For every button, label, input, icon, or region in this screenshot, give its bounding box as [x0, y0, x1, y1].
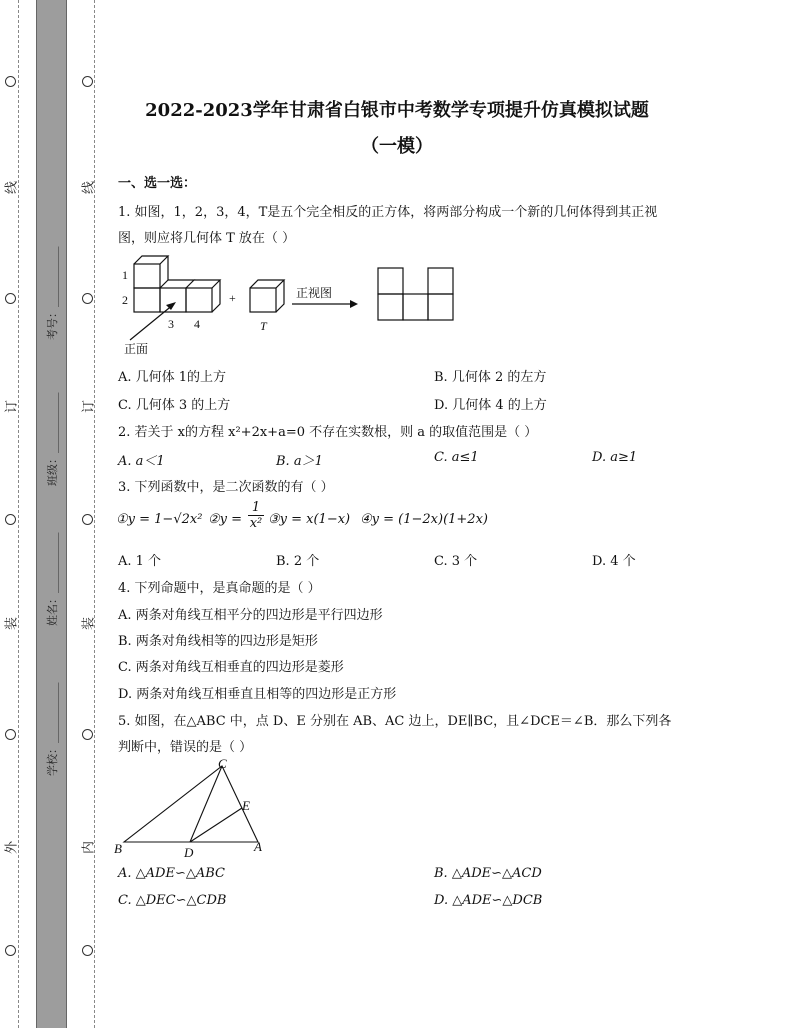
q3-function-3: ③y = x(1−x) — [268, 512, 351, 527]
q5-option-d: D. △ADE∽△DCB — [434, 893, 543, 908]
q1-option-a: A. 几何体 1的上方 — [118, 370, 227, 385]
vertex-a: A — [254, 839, 262, 854]
q4-option-d: D. 两条对角线互相垂直且相等的四边形是正方形 — [118, 687, 397, 702]
field-label: 姓名： — [46, 593, 59, 626]
field-blank: ___________ — [46, 246, 59, 307]
field-blank: ___________ — [46, 682, 59, 743]
binding-hole — [82, 945, 93, 956]
binding-hole — [5, 729, 16, 740]
field-school — [44, 683, 60, 777]
field-label: 班级： — [46, 453, 59, 486]
view-cell — [428, 268, 453, 294]
page-subtitle: （一模） — [361, 136, 433, 157]
q5-stem-line1: 5. 如图，在△ABC 中，点 D、E 分别在 AB、AC 边上，DE∥BC，且∠DCE＝∠B．那么下列各 — [118, 714, 672, 729]
cube-t-face — [250, 288, 276, 312]
q3-function-2-lhs: ②y = — [208, 512, 243, 527]
q5-option-b: B. △ADE∽△ACD — [434, 866, 542, 881]
q3-option-a: A. 1 个 — [118, 554, 162, 569]
field-name — [44, 533, 60, 627]
q1-option-c: C. 几何体 3 的上方 — [118, 398, 231, 413]
q2-option-c: C. a≤1 — [434, 450, 479, 465]
q5-stem-line2: 判断中，错误的是（ ） — [118, 740, 253, 755]
q3-option-c: C. 3 个 — [434, 554, 478, 569]
binding-hole — [5, 514, 16, 525]
cube-2-face — [134, 288, 160, 312]
cube-3-face — [160, 288, 186, 312]
label-front: 正面 — [124, 342, 149, 356]
q2-stem: 2. 若关于 x的方程 x²+2x+a=0 不存在实数根，则 a 的取值范围是（ ） — [118, 425, 538, 440]
cube-1-face — [134, 264, 160, 288]
binding-hole — [5, 945, 16, 956]
label-3: 3 — [168, 317, 174, 331]
cube-3-top — [168, 280, 194, 288]
vertex-d: D — [184, 845, 194, 860]
field-label: 考号： — [46, 307, 59, 340]
binding-hole — [82, 514, 93, 525]
q5-option-c: C. △DEC∽△CDB — [118, 893, 227, 908]
vertex-e: E — [242, 798, 250, 813]
q1-stem-line2: 图，则应将几何体 T 放在（ ） — [118, 231, 296, 246]
q4-option-a: A. 两条对角线互相平分的四边形是平行四边形 — [118, 608, 383, 623]
inner-char-nei: 内 — [81, 841, 97, 855]
segment-cd — [190, 766, 222, 842]
label-4: 4 — [194, 317, 200, 331]
fraction-denominator: x² — [249, 516, 263, 531]
binding-hole — [82, 729, 93, 740]
cube-4-top — [194, 280, 220, 288]
inner-char-zhuang: 装 — [81, 617, 97, 631]
outer-char-wai: 外 — [4, 841, 20, 855]
vertex-c: C — [218, 756, 227, 771]
label-2: 2 — [122, 293, 128, 307]
q3-stem: 3. 下列函数中，是二次函数的有（ ） — [118, 480, 334, 495]
label-t: T — [260, 319, 267, 333]
view-cell — [378, 268, 403, 294]
q2-option-b: B. a＞1 — [276, 454, 323, 469]
outer-char-ding: 订 — [4, 400, 20, 414]
q1-option-b: B. 几何体 2 的左方 — [434, 370, 547, 385]
field-blank: ___________ — [46, 392, 59, 453]
q3-fraction — [248, 500, 264, 531]
cube-t-top — [250, 280, 284, 288]
outer-char-xian: 线 — [4, 181, 20, 195]
q3-function-4: ④y = (1−2x)(1+2x) — [360, 512, 488, 527]
binding-hole — [5, 293, 16, 304]
label-front-view: 正视图 — [296, 286, 333, 300]
view-cell — [428, 294, 453, 320]
binding-hole — [5, 76, 16, 87]
q1-stem-line1: 1. 如图，1，2，3，4，T是五个完全相反的正方体，将两部分构成一个新的几何体得到其正视 — [118, 205, 658, 220]
fraction-numerator: 1 — [248, 500, 264, 516]
inner-char-xian: 线 — [81, 181, 97, 195]
binding-hole — [82, 293, 93, 304]
q3-function-1: ①y = 1−√2x² — [116, 512, 203, 527]
field-label: 学校： — [46, 743, 59, 776]
vertex-b: B — [114, 841, 122, 856]
view-arrowhead — [350, 300, 358, 308]
label-1: 1 — [122, 268, 128, 282]
field-exam-number — [44, 247, 60, 341]
q2-option-a: A. a＜1 — [118, 454, 165, 469]
q3-option-b: B. 2 个 — [276, 554, 320, 569]
page-title: 2022-2023学年甘肃省白银市中考数学专项提升仿真模拟试题 — [145, 100, 649, 121]
q4-option-c: C. 两条对角线互相垂直的四边形是菱形 — [118, 660, 344, 675]
view-cell — [403, 294, 428, 320]
inner-char-ding: 订 — [81, 400, 97, 414]
binding-hole — [82, 76, 93, 87]
q4-stem: 4. 下列命题中，是真命题的是（ ） — [118, 581, 321, 596]
q1-option-d: D. 几何体 4 的上方 — [434, 398, 547, 413]
q5-option-a: A. △ADE∽△ABC — [118, 866, 225, 881]
q1-figure — [116, 252, 456, 356]
section-heading: 一、选一选： — [118, 176, 197, 191]
plus-sign: + — [229, 291, 236, 305]
q4-option-b: B. 两条对角线相等的四边形是矩形 — [118, 634, 318, 649]
triangle-abc — [124, 766, 258, 842]
segment-de — [190, 808, 242, 842]
q3-option-d: D. 4 个 — [592, 554, 636, 569]
outer-char-zhuang: 装 — [4, 617, 20, 631]
cube-1-top — [134, 256, 168, 264]
q5-triangle-figure — [112, 756, 272, 860]
field-class — [44, 393, 60, 487]
view-cell — [378, 294, 403, 320]
q2-option-d: D. a≥1 — [592, 450, 638, 465]
cube-4-face — [186, 288, 212, 312]
field-blank: ___________ — [46, 532, 59, 593]
